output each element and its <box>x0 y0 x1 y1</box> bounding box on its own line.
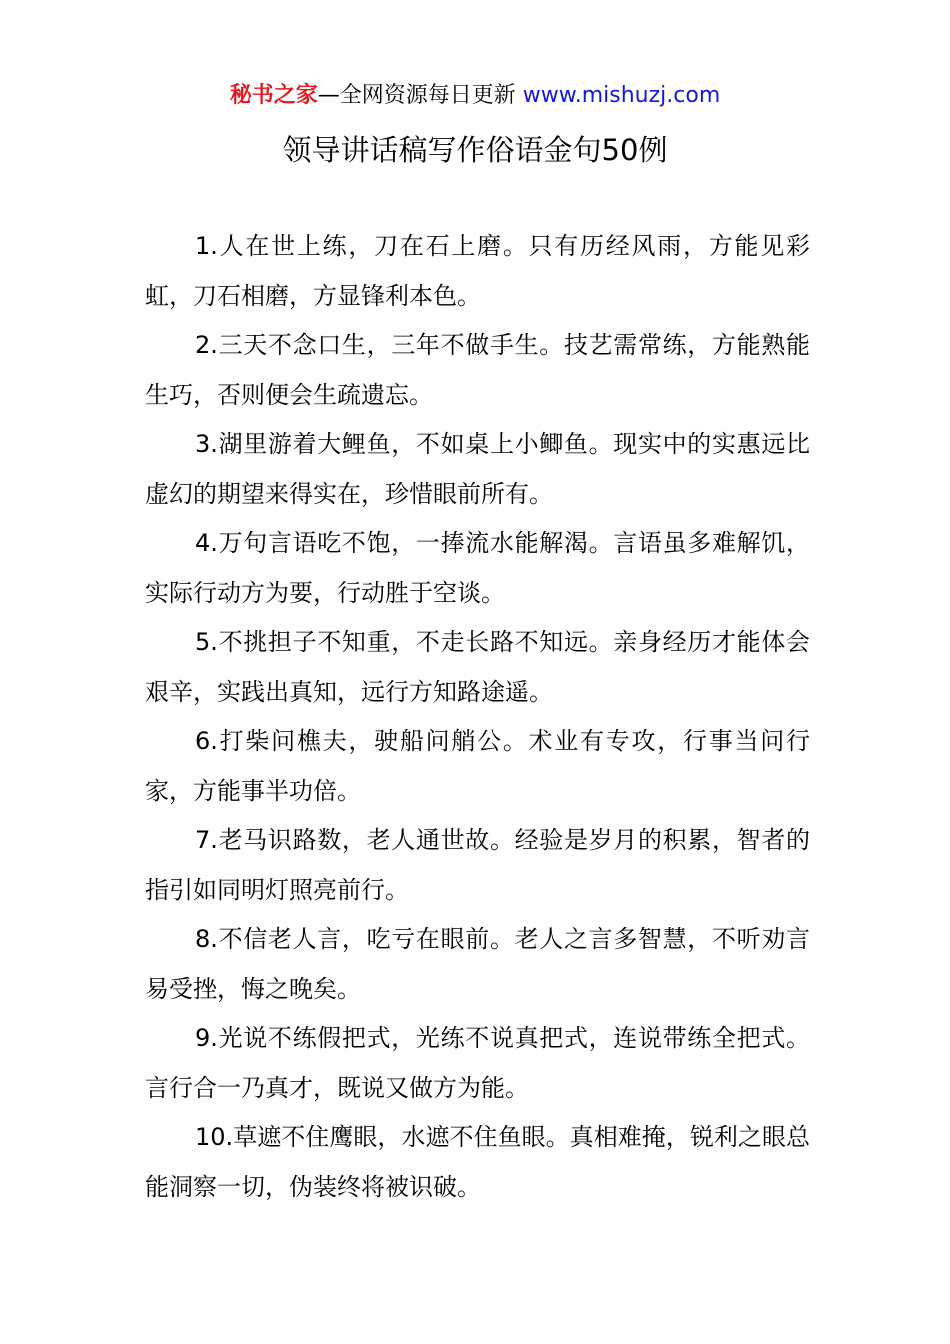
paragraph-5: 5.不挑担子不知重，不走长路不知远。亲身经历才能体会艰辛，实践出真知，远行方知路途遥。 <box>145 628 810 706</box>
paragraph-3: 3.湖里游着大鲤鱼，不如桌上小鲫鱼。现实中的实惠远比虚幻的期望来得实在，珍惜眼前所有。 <box>145 430 810 508</box>
paragraph-8: 8.不信老人言，吃亏在眼前。老人之言多智慧，不听劝言易受挫，悔之晚矣。 <box>145 925 810 1003</box>
paragraph-4: 4.万句言语吃不饱，一捧流水能解渴。言语虽多难解饥，实际行动方为要，行动胜于空谈。 <box>145 529 810 607</box>
site-header <box>0 80 950 112</box>
paragraph-2: 2.三天不念口生，三年不做手生。技艺需常练，方能熟能生巧，否则便会生疏遗忘。 <box>145 331 810 409</box>
site-url-link[interactable]: www.mishuzj.com <box>522 83 721 108</box>
document-body <box>145 222 810 1212</box>
paragraph-6: 6.打柴问樵夫，驶船问艄公。术业有专攻，行事当问行家，方能事半功倍。 <box>145 727 810 805</box>
paragraph-9: 9.光说不练假把式，光练不说真把式，连说带练全把式。言行合一乃真才，既说又做方为能。 <box>145 1024 810 1102</box>
document-title: 领导讲话稿写作俗语金句50例 <box>282 133 668 167</box>
paragraph-1: 1.人在世上练，刀在石上磨。只有历经风雨，方能见彩虹，刀石相磨，方显锋利本色。 <box>145 232 810 310</box>
paragraph-10: 10.草遮不住鹰眼，水遮不住鱼眼。真相难掩，锐利之眼总能洞察一切，伪装终将被识破。 <box>145 1123 810 1201</box>
site-tagline: —全网资源每日更新 <box>317 83 516 108</box>
paragraph-7: 7.老马识路数，老人通世故。经验是岁月的积累，智者的指引如同明灯照亮前行。 <box>145 826 810 904</box>
brand-name: 秘书之家 <box>229 83 318 108</box>
